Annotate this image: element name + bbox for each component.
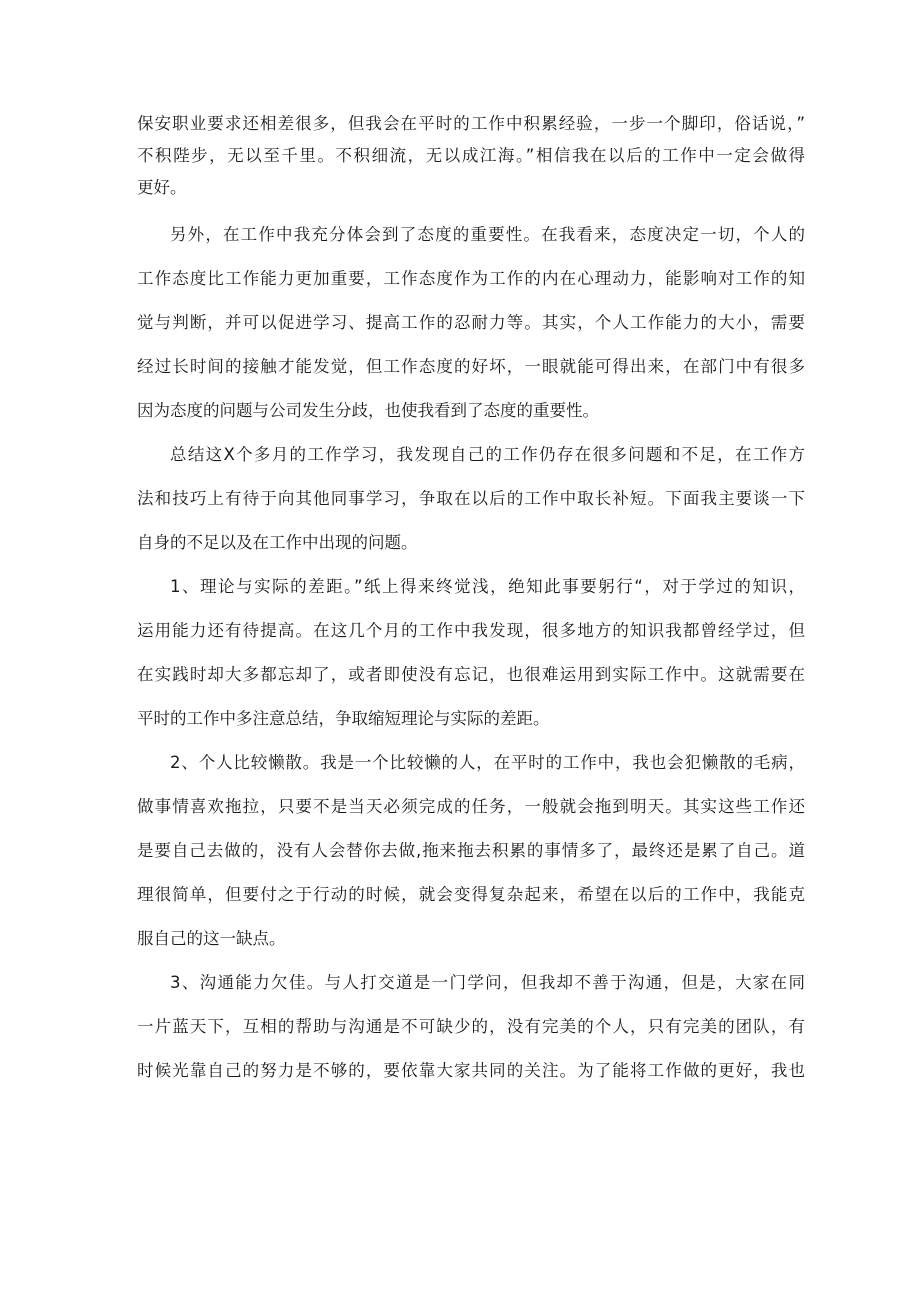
text-line: 在实践时却大多都忘却了，或者即使没有忘记，也很难运用到实际工作中。这就需要在 bbox=[137, 665, 805, 684]
text-line: 更好。 bbox=[137, 178, 187, 197]
text-line: 因为态度的问题与公司发生分歧，也使我看到了态度的重要性。 bbox=[137, 401, 599, 420]
paragraph-1 bbox=[137, 112, 805, 200]
text-line: 经过长时间的接触才能发觉，但工作态度的好坏，一眼就能可得出来，在部门中有很多 bbox=[137, 357, 805, 376]
text-line: 理很简单，但要付之于行动的时候，就会变得复杂起来，希望在以后的工作中，我能克 bbox=[137, 885, 805, 904]
paragraph-6 bbox=[137, 971, 805, 1083]
text-line: 工作态度比工作能力更加重要，工作态度作为工作的内在心理动力，能影响对工作的知 bbox=[137, 269, 805, 288]
text-line: 不积陛步，无以至千里。不积细流，无以成江海。”相信我在以后的工作中一定会做得 bbox=[137, 146, 805, 165]
text-line: 服自己的这一缺点。 bbox=[137, 929, 286, 948]
text-line: 时候光靠自己的努力是不够的，要依靠大家共同的关注。为了能将工作做的更好，我也 bbox=[137, 1061, 805, 1080]
text-line: 3、沟通能力欠佳。与人打交道是一门学问，但我却不善于沟通，但是，大家在同 bbox=[170, 973, 805, 992]
text-line: 运用能力还有待提高。在这几个月的工作中我发现，很多地方的知识我都曾经学过，但 bbox=[137, 621, 805, 640]
paragraph-3 bbox=[137, 443, 805, 555]
text-line: 是要自己去做的，没有人会替你去做,拖来拖去积累的事情多了，最终还是累了自己。道 bbox=[137, 841, 805, 860]
paragraph-4 bbox=[137, 575, 805, 731]
text-line: 自身的不足以及在工作中出现的问题。 bbox=[137, 533, 418, 552]
paragraph-5 bbox=[137, 751, 805, 951]
text-line: 平时的工作中多注意总结，争取缩短理论与实际的差距。 bbox=[137, 709, 550, 728]
text-line: 另外，在工作中我充分体会到了态度的重要性。在我看来，态度决定一切，个人的 bbox=[170, 225, 805, 244]
text-line: 觉与判断，并可以促进学习、提高工作的忍耐力等。其实，个人工作能力的大小，需要 bbox=[137, 313, 805, 332]
text-line: 保安职业要求还相差很多，但我会在平时的工作中积累经验，一步一个脚印，俗话说，” bbox=[137, 114, 805, 133]
text-line: 一片蓝天下，互相的帮助与沟通是不可缺少的，没有完美的个人，只有完美的团队，有 bbox=[137, 1017, 805, 1036]
paragraph-2 bbox=[137, 223, 805, 423]
document-body bbox=[137, 112, 805, 1103]
text-line: 2、个人比较懒散。我是一个比较懒的人，在平时的工作中，我也会犯懒散的毛病， bbox=[170, 753, 805, 772]
text-line: 1、理论与实际的差距。”纸上得来终觉浅，绝知此事要躬行“，对于学过的知识， bbox=[170, 577, 805, 596]
text-line: 做事情喜欢拖拉，只要不是当天必须完成的任务，一般就会拖到明天。其实这些工作还 bbox=[137, 797, 805, 816]
text-line: 总结这X个多月的工作学习，我发现自己的工作仍存在很多问题和不足，在工作方 bbox=[170, 445, 805, 464]
text-line: 法和技巧上有待于向其他同事学习，争取在以后的工作中取长补短。下面我主要谈一下 bbox=[137, 489, 805, 508]
